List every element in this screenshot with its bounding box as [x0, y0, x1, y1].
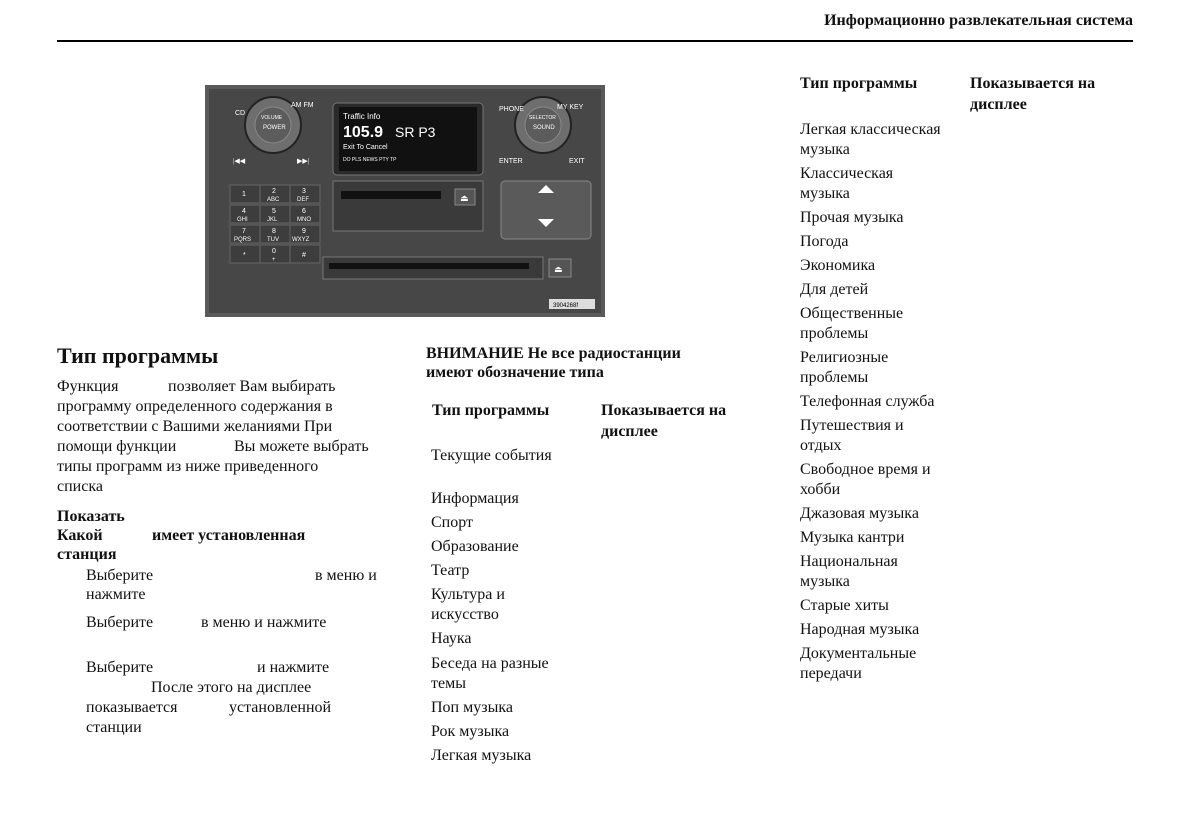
- notice-line-2: имеют обозначение типа: [426, 364, 604, 381]
- display-frequency: 105.9: [343, 124, 384, 141]
- list-item: Старые хиты: [800, 597, 889, 614]
- col3-th-type: Тип программы: [800, 75, 918, 92]
- list-item: Прочая музыка: [800, 209, 904, 226]
- key-star: *: [243, 252, 246, 259]
- svg-text:TUV: TUV: [267, 237, 279, 243]
- list-item: Религиозные: [800, 349, 889, 366]
- list-item: Легкая музыка: [431, 747, 532, 764]
- section-heading: Тип программы: [57, 343, 219, 368]
- header-rule: [57, 40, 1133, 42]
- list-item: Информация: [431, 490, 519, 507]
- step1-a: Выберите: [86, 567, 154, 584]
- list-item: музыка: [800, 573, 850, 590]
- step3-c: После этого на дисплее: [151, 679, 312, 696]
- list-item: Поп музыка: [431, 699, 513, 716]
- list-item: Классическая: [800, 165, 894, 182]
- list-item: Экономика: [800, 257, 876, 274]
- intro-line-4a: помощи функции: [57, 438, 177, 455]
- display-line-3: Exit To Cancel: [343, 144, 388, 151]
- svg-text:ABC: ABC: [267, 197, 280, 203]
- list-item: проблемы: [800, 325, 869, 342]
- step3-e: установленной: [229, 699, 332, 716]
- intro-line-4b: Вы можете выбрать: [234, 438, 369, 455]
- list-item: отдых: [800, 437, 842, 454]
- key-hash: #: [302, 252, 306, 259]
- my-key-label: MY KEY: [557, 104, 584, 111]
- radio-panel-illustration: [205, 85, 605, 317]
- list-item: Театр: [431, 562, 470, 579]
- intro-line-2: программу определенного содержания в: [57, 398, 333, 415]
- intro-line-1b: позволяет Вам выбирать: [168, 378, 336, 395]
- show-heading-2a: Какой: [57, 527, 103, 544]
- sound-label: SOUND: [533, 125, 555, 131]
- step2-b: в меню и нажмите: [201, 614, 327, 631]
- display-line-1: Traffic Info: [343, 112, 381, 121]
- step1-b: в меню и: [315, 567, 377, 584]
- list-item: Документальные: [800, 645, 917, 662]
- svg-text:GHI: GHI: [237, 217, 248, 223]
- list-item: Общественные: [800, 305, 904, 322]
- eject-icon: ⏏: [460, 193, 469, 203]
- am-fm-label: AM FM: [291, 102, 314, 109]
- list-item: Текущие события: [431, 447, 552, 464]
- svg-text:JKL: JKL: [267, 217, 278, 223]
- phone-label: PHONE: [499, 106, 524, 113]
- display-station: SR P3: [395, 124, 436, 140]
- list-item: Беседа на разные: [431, 655, 549, 672]
- list-item: искусство: [431, 606, 499, 623]
- key-9: 9: [302, 228, 306, 235]
- list-item: Образование: [431, 538, 519, 555]
- list-item: Музыка кантри: [800, 529, 905, 546]
- list-item: Наука: [431, 630, 472, 647]
- svg-text:+: +: [272, 257, 276, 263]
- power-label: POWER: [263, 125, 286, 131]
- cd-slot: [341, 191, 441, 199]
- col3-th-display-1: Показывается на: [970, 75, 1096, 92]
- list-item: Для детей: [800, 281, 869, 298]
- lower-slot: [329, 263, 529, 269]
- list-item: Спорт: [431, 514, 474, 531]
- svg-text:PQRS: PQRS: [234, 237, 252, 243]
- list-item: Джазовая музыка: [800, 505, 919, 522]
- list-item: проблемы: [800, 369, 869, 386]
- list-item: Культура и: [431, 586, 505, 603]
- list-item: передачи: [800, 665, 862, 682]
- list-item: музыка: [800, 141, 850, 158]
- display-line-4: DO PLS NEWS PTY TP: [343, 157, 397, 163]
- list-item: Национальная: [800, 553, 898, 570]
- list-item: хобби: [800, 481, 841, 498]
- list-item: Погода: [800, 233, 849, 250]
- intro-line-5: типы программ из ниже приведенного: [57, 458, 319, 475]
- next-icon: ▶▶|: [297, 157, 310, 165]
- prev-icon: |◀◀: [233, 157, 246, 165]
- list-item: Рок музыка: [431, 723, 510, 740]
- key-7: 7: [242, 228, 246, 235]
- show-heading-2b: имеет установленная: [152, 527, 306, 544]
- step3-f: станции: [86, 719, 142, 736]
- key-8: 8: [272, 228, 276, 235]
- volume-label: VOLUME: [261, 115, 283, 121]
- cd-label: CD: [235, 110, 246, 117]
- key-4: 4: [242, 208, 246, 215]
- list-item: Свободное время и: [800, 461, 931, 478]
- col2-th-display-2: дисплее: [601, 423, 658, 440]
- list-item: Телефонная служба: [800, 393, 935, 410]
- svg-text:MNO: MNO: [297, 217, 311, 223]
- enter-label: ENTER: [499, 158, 523, 165]
- step3-d: показывается: [86, 699, 178, 716]
- key-1: 1: [242, 191, 246, 198]
- step3-b: и нажмите: [257, 659, 330, 676]
- show-heading-3: станция: [57, 546, 117, 563]
- show-heading-1: Показать: [57, 508, 125, 525]
- running-header: Информационно развлекательная система: [824, 12, 1133, 29]
- key-2: 2: [272, 188, 276, 195]
- svg-text:DEF: DEF: [297, 197, 309, 203]
- key-3: 3: [302, 188, 306, 195]
- key-0: 0: [272, 248, 276, 255]
- selector-label: SELECTOR: [529, 115, 556, 121]
- col2-th-type: Тип программы: [432, 402, 550, 419]
- intro-line-1a: Функция: [57, 378, 119, 395]
- intro-line-6: списка: [57, 478, 103, 495]
- list-item: Легкая классическая: [800, 121, 941, 138]
- image-code: 3904268f: [553, 303, 579, 309]
- step3-a: Выберите: [86, 659, 154, 676]
- key-5: 5: [272, 208, 276, 215]
- step2-a: Выберите: [86, 614, 154, 631]
- notice-line-1: ВНИМАНИЕ Не все радиостанции: [426, 345, 681, 362]
- col2-th-display-1: Показывается на: [601, 402, 727, 419]
- intro-line-3: соответствии с Вашими желаниями При: [57, 418, 333, 435]
- key-6: 6: [302, 208, 306, 215]
- svg-text:WXYZ: WXYZ: [292, 237, 310, 243]
- exit-label: EXIT: [569, 158, 585, 165]
- col3-th-display-2: дисплее: [970, 96, 1027, 113]
- step1-c: нажмите: [86, 586, 146, 603]
- list-item: музыка: [800, 185, 850, 202]
- list-item: Путешествия и: [800, 417, 904, 434]
- list-item: темы: [431, 675, 466, 692]
- list-item: Народная музыка: [800, 621, 920, 638]
- lower-eject-icon: ⏏: [554, 264, 563, 274]
